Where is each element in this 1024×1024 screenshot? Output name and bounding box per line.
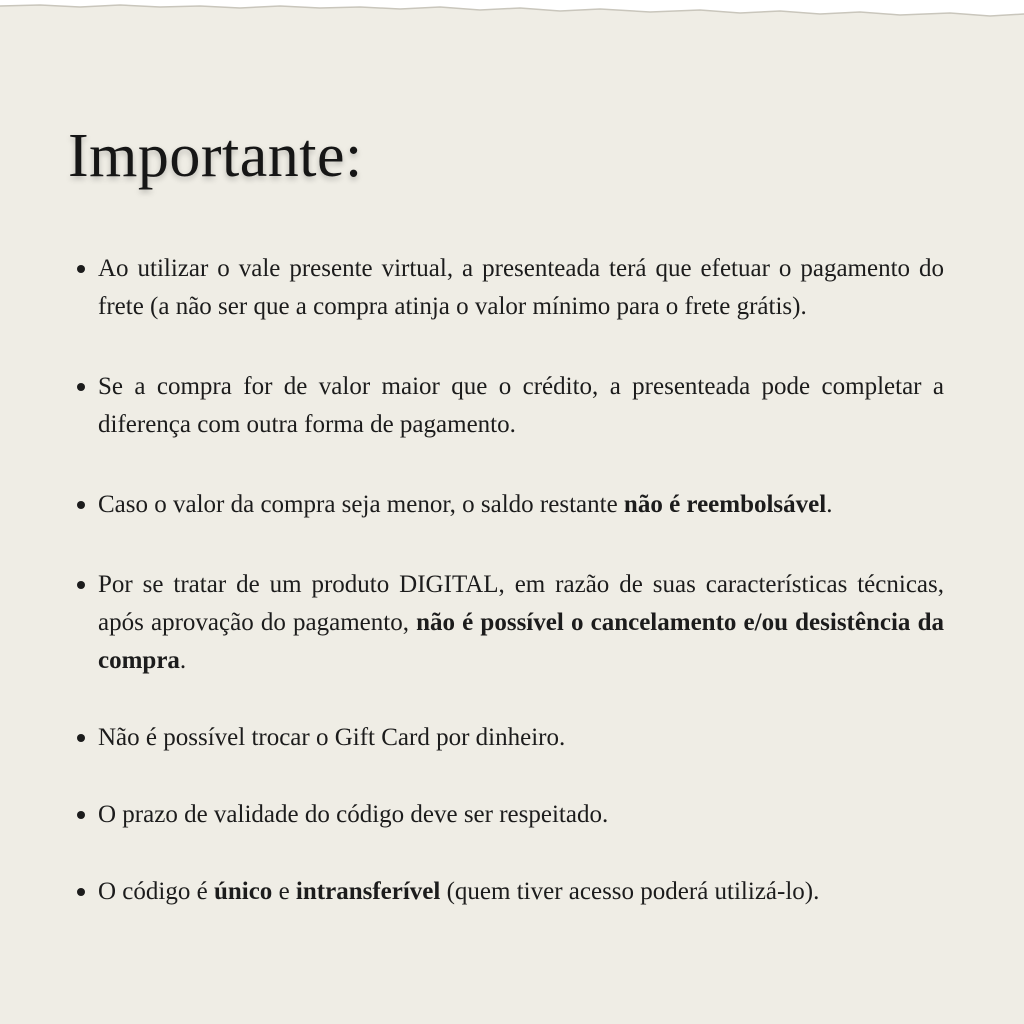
- item-emphasis: não é possível o cancelamento e/ou desistência da compra: [98, 609, 944, 674]
- item-emphasis: intransferível: [295, 878, 441, 905]
- list-item: [76, 796, 944, 834]
- item-text: O prazo de validade do código deve ser respeitado.: [98, 801, 609, 828]
- list-item: [76, 368, 944, 444]
- list-item: [76, 486, 944, 524]
- item-text: O código é: [98, 878, 214, 905]
- item-text: Por se tratar de um produto DIGITAL, em razão de suas características técnicas, após aprovação do pagamento,: [98, 571, 944, 636]
- item-text: Ao utilizar o vale presente virtual, a presenteada terá que efetuar o pagamento do frete (a não ser que a compra atinja o valor mínimo para o frete grátis).: [98, 255, 944, 320]
- torn-paper-edge: [0, 0, 1024, 22]
- list-item: [76, 566, 944, 680]
- page-title: Importante:: [68, 122, 363, 190]
- item-text: Não é possível trocar o Gift Card por dinheiro.: [98, 724, 566, 751]
- item-text: Se a compra for de valor maior que o crédito, a presenteada pode completar a diferença com outra forma de pagamento.: [98, 373, 944, 438]
- notice-list: [76, 250, 944, 911]
- item-text: Caso o valor da compra seja menor, o saldo restante: [98, 491, 624, 518]
- item-emphasis: não é reembolsável: [623, 491, 827, 518]
- item-text: .: [826, 491, 833, 518]
- list-item: [76, 873, 944, 911]
- list-item: [76, 719, 944, 757]
- list-item: [76, 250, 944, 326]
- item-text: e: [272, 878, 296, 905]
- item-emphasis: único: [213, 878, 273, 905]
- item-text: .: [179, 647, 187, 674]
- item-text: (quem tiver acesso poderá utilizá-lo).: [440, 878, 820, 905]
